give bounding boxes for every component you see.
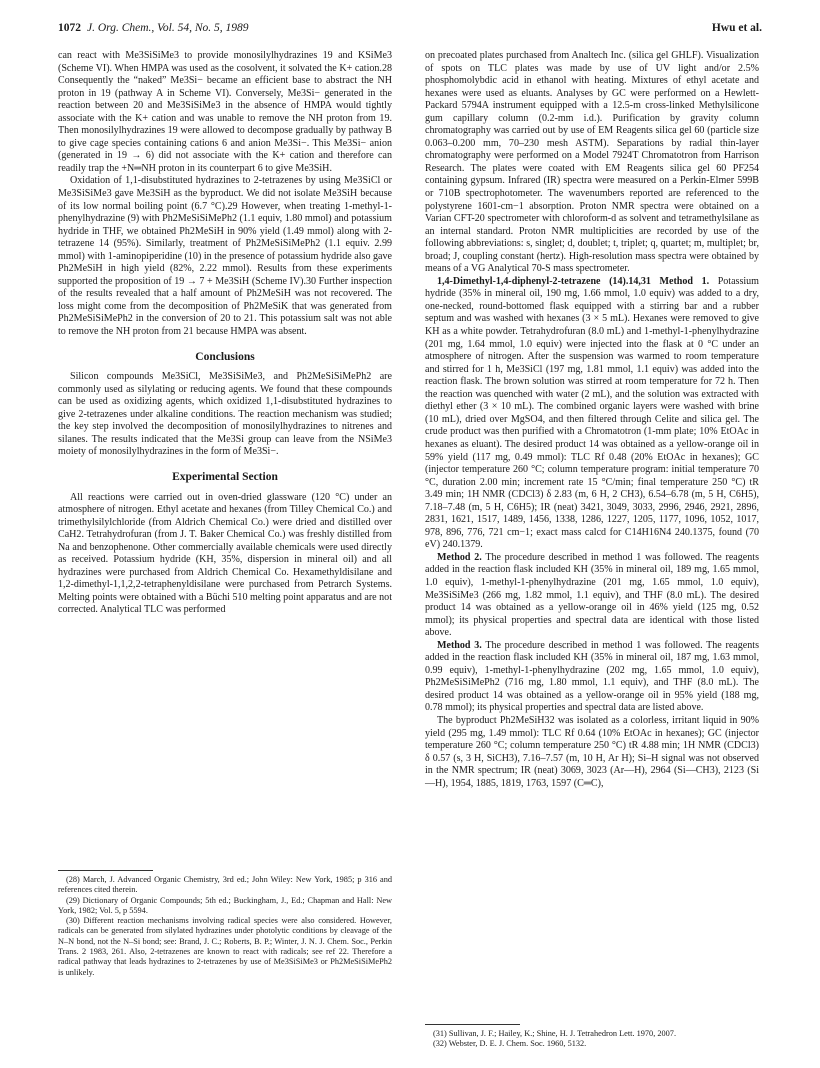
- method-1-text: Potassium hydride (35% in mineral oil, 190 mg, 1.66 mmol, 1.0 equiv) was added to a dry, one-necked, round-bottomed flask equipped with a stirring bar and a rubber septum and was washed with hexanes (3 × 5 mL). Hexanes were removed to give KH as a white powder. Tetrahydrofuran (8.0 mL) and 1-methyl-1-phenylhydrazine (201 mg, 1.64 mmol, 1.0 equiv) were injected into the flask at 0 °C under an atmosphere of nitrogen. After the suspension was warmed to room temperature and stirred for 1 h, Me3SiCl (197 mg, 1.81 mmol, 1.1 equiv) was added into the reaction flask. The brown solution was stirred at room temperature for 72 h. Then the reaction was quenched with water (2 mL), and the solution was extracted with diethyl ether (3 × 10 mL). The combined organic layers were washed with brine (10 mL), dried over MgSO4, and then filtered through Celite and silica gel. The crude product was then purified with a Chromatotron (1-mm plate; 10% EtOAc in hexanes as eluant). The desired product 14 was obtained as a yellow-orange oil in 59% yield (117 mg, 0.49 mmol): TLC Rf 0.48 (20% EtOAc in hexanes); GC (injector temperature 260 °C; column temperature program: initial temperature 70 °C, duration 2.00 min; increment rate 15 °C/min; final temperature 250 °C) tR 3.49 min; 1H NMR (CDCl3) δ 2.83 (m, 6 H, 2 CH3), 6.54–6.78 (m, 5 H, C6H5), 7.18–7.48 (m, 5 H, C6H5); IR (neat) 3421, 3049, 3033, 2996, 2946, 2921, 2896, 2831, 1621, 1517, 1489, 1456, 1338, 1286, 1227, 1205, 1177, 1096, 1052, 1017, 978, 896, 776, 721 cm−1; exact mass calcd for C14H16N4 240.1375, found (70 eV) 240.1379.: [425, 275, 759, 551]
- byproduct-paragraph: The byproduct Ph2MeSiH32 was isolated as a colorless, irritant liquid in 90% yield (295 mg, 1.49 mmol): TLC Rf 0.64 (10% EtOAc in hexanes); GC (injector temperature 260 °C; column temperature 250 °C) tR 4.88 min; 1H NMR (CDCl3) δ 0.57 (s, 3 H, SiCH3), 7.16–7.57 (m, 10 H, Ar H); Si–H signal was not observed in the NMR spectrum; IR (neat) 3069, 3023 (Ar—H), 2964 (Si—CH3), 2123 (Si—H), 1954, 1885, 1819, 1763, 1597 (C═C),: [425, 714, 759, 789]
- method-2-text: The procedure described in method 1 was followed. The reagents added in the reaction flask included KH (35% in mineral oil, 189 mg, 1.65 mmol, 1.0 equiv), 1-methyl-1-phenylhydrazine (201 mg, 1.65 mmol, 1.0 equiv), Me3SiSiMe3 (266 mg, 1.82 mmol, 1.1 equiv), and THF (8.0 mL). The desired product 14 was obtained as a yellow-orange oil in 46% yield (125 mg, 0.52 mmol); its physical properties and spectral data are identical with those listed above.: [425, 551, 759, 639]
- journal-citation: J. Org. Chem., Vol. 54, No. 5, 1989: [87, 22, 249, 34]
- footnote-32: (32) Webster, D. E. J. Chem. Soc. 1960, 5132.: [433, 1039, 587, 1049]
- footnote-31: (31) Sullivan, J. F.; Hailey, K.; Shine, H. J. Tetrahedron Lett. 1970, 2007.: [433, 1029, 677, 1038]
- general-methods-paragraph: on precoated plates purchased from Analtech Inc. (silica gel GHLF). Visualization of spots on TLC plates was made by use of UV light and/or 2.5% phosphomolybdic acid in ethanol with heating. Mixtures of ethyl acetate and hexanes were used as eluants. Analyses by GC were performed on a Hewlett-Packard 5794A instrument equipped with a 12.5-m cross-linked Methylsilicone gum capillary column (0.2-mm i.d.). Purification by gravity column chromatography was carried out by use of EM Reagents silica gel 60 (particle size 0.063–0.200 mm, 70–230 mesh ASTM). Separations by radial thin-layer chromatography were performed on a Model 7924T Chromatotron from Harrison Research. The plates were coated with EM Reagents silica gel 60 PF254 containing gypsum. Infrared (IR) spectra were measured on a Perkin-Elmer 599B or 710B spectrophotometer. The wavenumbers reported are referenced to the polystyrene 1601-cm−1 absorption. Proton NMR spectra were obtained on a Varian CFT-20 spectrometer with chloroform-d as solvent and tetramethylsilane as an internal standard. Proton NMR multiplicities are recorded by use of the following abbreviations: s, singlet; d, doublet; t, triplet; q, quartet; m, multiplet; br, broad; J, coupling constant (hertz). High-resolution mass spectra were obtained by means of a VG Analytical 70-S mass spectrometer.: [425, 50, 759, 275]
- method-3-paragraph: [425, 640, 759, 715]
- page-number: 1072: [58, 22, 81, 34]
- right-column: [425, 50, 759, 790]
- running-authors: Hwu et al.: [711, 22, 762, 34]
- method-2-paragraph: [425, 552, 759, 640]
- section-heading-conclusions: Conclusions: [195, 350, 255, 363]
- footnote-30: (30) Different reaction mechanisms involving radical species were also considered. However, radicals can be generated from silylated hydrazines under photolytic conditions by cleavage of the N–N bond, not the N–Si bond; see: Brand, J. C.; Roberts, B. P.; Winter, J. N. J. Chem. Soc., Perkin Trans. 2 1983, 261. Also, 2-tetrazenes are known to react with radicals; see ref 22. Therefore a radical pathway that leads hydrazines to 2-tetrazenes by use of Me3SiSiMe3 or Ph2MeSiSiMePh2 is unlikely.: [58, 916, 392, 977]
- footnote-29: (29) Dictionary of Organic Compounds; 5th ed.; Buckingham, J., Ed.; Chapman and Hall: New York, 1982; Vol. 5, p 5594.: [58, 895, 392, 915]
- footnote-rule: [58, 870, 153, 871]
- method-1-paragraph: [425, 276, 759, 552]
- experimental-paragraph: All reactions were carried out in oven-dried glassware (120 °C) under an atmosphere of nitrogen. Ethyl acetate and hexanes (from Tilley Chemical Co.) and trimethylsilylchloride (from Aldrich Chemical Co.) were dried and distilled over CaH2. Tetrahydrofuran (from J. T. Baker Chemical Co.) was freshly distilled from Na and benzophenone. Other commercially available chemicals were used directly as received. Potassium hydride (KH, 35%, dispersion in mineral oil) and all hydrazines were purchased from Aldrich Chemical Co. Hexamethyldisilane and 1,2-dimethyl-1,1,2,2-tetraphenyldisilane were purchased from Petrarch Systems. Melting points were obtained with a Büchi 510 melting point apparatus and are not corrected. Analytical TLC was performed: [58, 491, 392, 616]
- footnotes-left: [58, 870, 392, 978]
- body-paragraph: Oxidation of 1,1-disubstituted hydrazines to 2-tetrazenes by using Me3SiCl or Me3SiSiMe3 gave Me3SiH as the byproduct. We did not isolate Me3SiH because of its low normal boiling point (6.7 °C).29 However, when treating 1-methyl-1-phenylhydrazine (9) with Ph2MeSiSiMePh2 (1.1 equiv, 1.80 mmol) and potassium hydride in THF, we obtained Ph2MeSiH in 90% yield (1.49 mmol) along with 2-tetrazene 14 (95%). Similarly, treatment of Ph2MeSiSiMePh2 (1.1 equiv. 2.99 mmol) with 1-aminopiperidine (10) in the presence of potassium hydride also gave Ph2MeSiH in high yield (82%, 2.22 mmol). Results from these experiments supported the proposition of 19 → 7 + Me3SiH (Scheme IV).30 Further inspection of the results revealed that a half amount of Ph2MeSiH was not recovered. The loss might come from the decomposition of Ph2MeSiK that was generated from Ph2MeSiSiMePh2 in the conversion of 20 to 21. This potassium salt was not able to remove the NH proton from 21 because HMPA was absent.: [58, 175, 392, 338]
- section-heading-experimental: Experimental Section: [172, 470, 278, 483]
- conclusions-paragraph: Silicon compounds Me3SiCl, Me3SiSiMe3, and Ph2MeSiSiMePh2 are commonly used as silylating or reducing agents. We found that these compounds can be used as oxidizing agents, which oxidized 1,1-disubstituted hydrazines to give 2-tetrazenes under alkaline conditions. The reaction mechanism was studied; the key step involved the decomposition of monosilylhydrazines to nitrenes and silanes. The results indicated that the Me3Si group can leave from the NSiMe3 moiety of monosilylhydrazines in the form of Me3Si−.: [58, 371, 392, 458]
- method-3-label: Method 3.: [437, 639, 482, 651]
- left-column: [58, 50, 392, 617]
- compound-title: 1,4-Dimethyl-1,4-diphenyl-2-tetrazene (14).14,31: [437, 275, 651, 287]
- footnote-28: (28) March, J. Advanced Organic Chemistry, 3rd ed.; John Wiley: New York, 1985; p 316 and references cited therein.: [58, 875, 392, 895]
- method-1-label: Method 1.: [659, 275, 710, 287]
- running-header: [58, 22, 762, 38]
- footnote-rule: [425, 1024, 520, 1025]
- method-2-label: Method 2.: [437, 551, 482, 563]
- footnotes-right: [425, 1024, 759, 1050]
- method-3-text: The procedure described in method 1 was followed. The reagents added in the reaction flask included KH (35% in mineral oil, 187 mg, 1.63 mmol, 0.99 equiv), 1-methyl-1-phenylhydrazine (202 mg, 1.65 mmol, 1.0 equiv), Ph2MeSiSiMePh2 (716 mg, 1.80 mmol, 1.1 equiv), and THF (8.0 mL). The desired product 14 was obtained as a yellow-orange oil in 95% yield (188 mg, 0.78 mmol); its physical properties and spectral data are listed above.: [425, 639, 759, 714]
- body-paragraph: can react with Me3SiSiMe3 to provide monosilylhydrazines 19 and KSiMe3 (Scheme VI). When HMPA was used as the cosolvent, it solvated the K+ cation.28 Consequently the “naked” Me3Si− became an efficient base to abstract the NH proton in 19 (pathway A in Scheme VI). Conversely, Me3Si− generated in the reaction between 20 and Me3SiSiMe3 in the absence of HMPA would tightly associate with the K+ cation and was unable to remove the NH proton from 19. Then monosilylhydrazines 19 were allowed to decompose gradually by pathway B to give cage species containing cations 6 and anion Me3Si−. This Me3Si− anion (generated in 19 → 6) did not associate with the K+ cation and therefore can readily trap the +N═NH proton in its counterpart 6 to give Me3SiH.: [58, 50, 392, 174]
